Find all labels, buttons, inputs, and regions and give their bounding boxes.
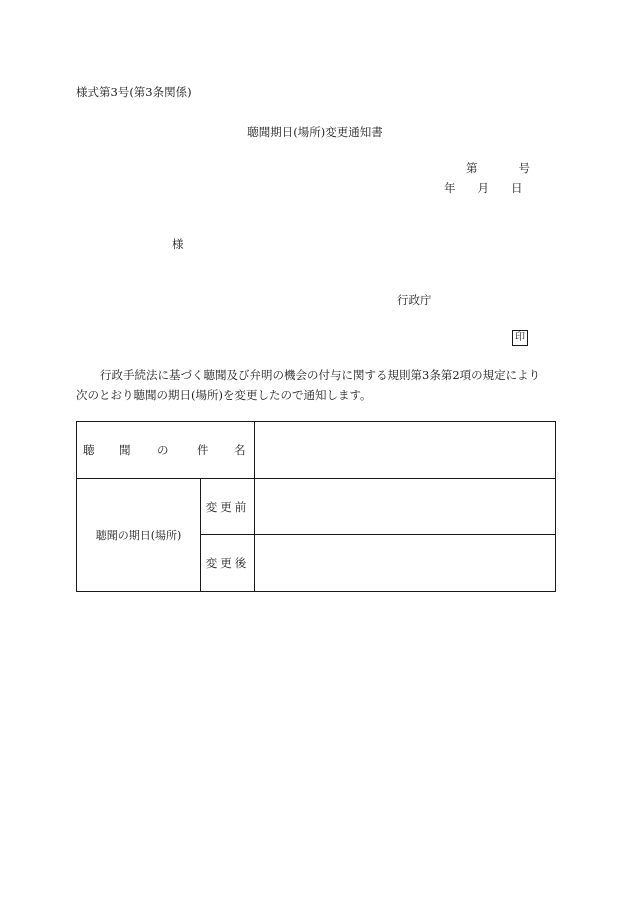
- seal-mark: 印: [512, 330, 528, 346]
- after-value-cell[interactable]: [255, 535, 556, 592]
- date-year: 年: [444, 181, 456, 195]
- date-line: [444, 180, 523, 196]
- number-go: 号: [518, 161, 530, 175]
- subject-char: 聞: [119, 443, 131, 457]
- body-line-1: 行政手続法に基づく聴聞及び弁明の機会の付与に関する規則第3条第2項の規定により: [100, 368, 541, 382]
- subject-char: 聴: [83, 443, 95, 457]
- body-line-2: 次のとおり聴聞の期日(場所)を変更したので通知します。: [76, 388, 372, 402]
- hearing-table: [76, 421, 556, 592]
- subject-char: 名: [234, 443, 246, 457]
- subject-label: [77, 422, 255, 479]
- number-dai: 第: [466, 161, 478, 175]
- before-value-cell[interactable]: [255, 479, 556, 535]
- addressee-suffix: 様: [172, 237, 184, 251]
- document-title: 聴聞期日(場所)変更通知書: [247, 125, 383, 139]
- issuer-name: 行政庁: [397, 293, 432, 307]
- subject-char: 件: [197, 443, 209, 457]
- before-row: [77, 479, 556, 535]
- subject-char: の: [157, 443, 169, 457]
- subject-row: [77, 422, 556, 479]
- document-number-line: [466, 160, 530, 176]
- body-text: [76, 365, 540, 405]
- hearing-date-label: 聴聞の期日(場所): [77, 479, 201, 592]
- before-label: 変更前: [201, 479, 255, 535]
- date-month: 月: [477, 181, 489, 195]
- after-label: 変更後: [201, 535, 255, 592]
- date-day: 日: [511, 181, 523, 195]
- form-label: 様式第3号(第3条関係): [76, 85, 192, 99]
- subject-value-cell[interactable]: [255, 422, 556, 479]
